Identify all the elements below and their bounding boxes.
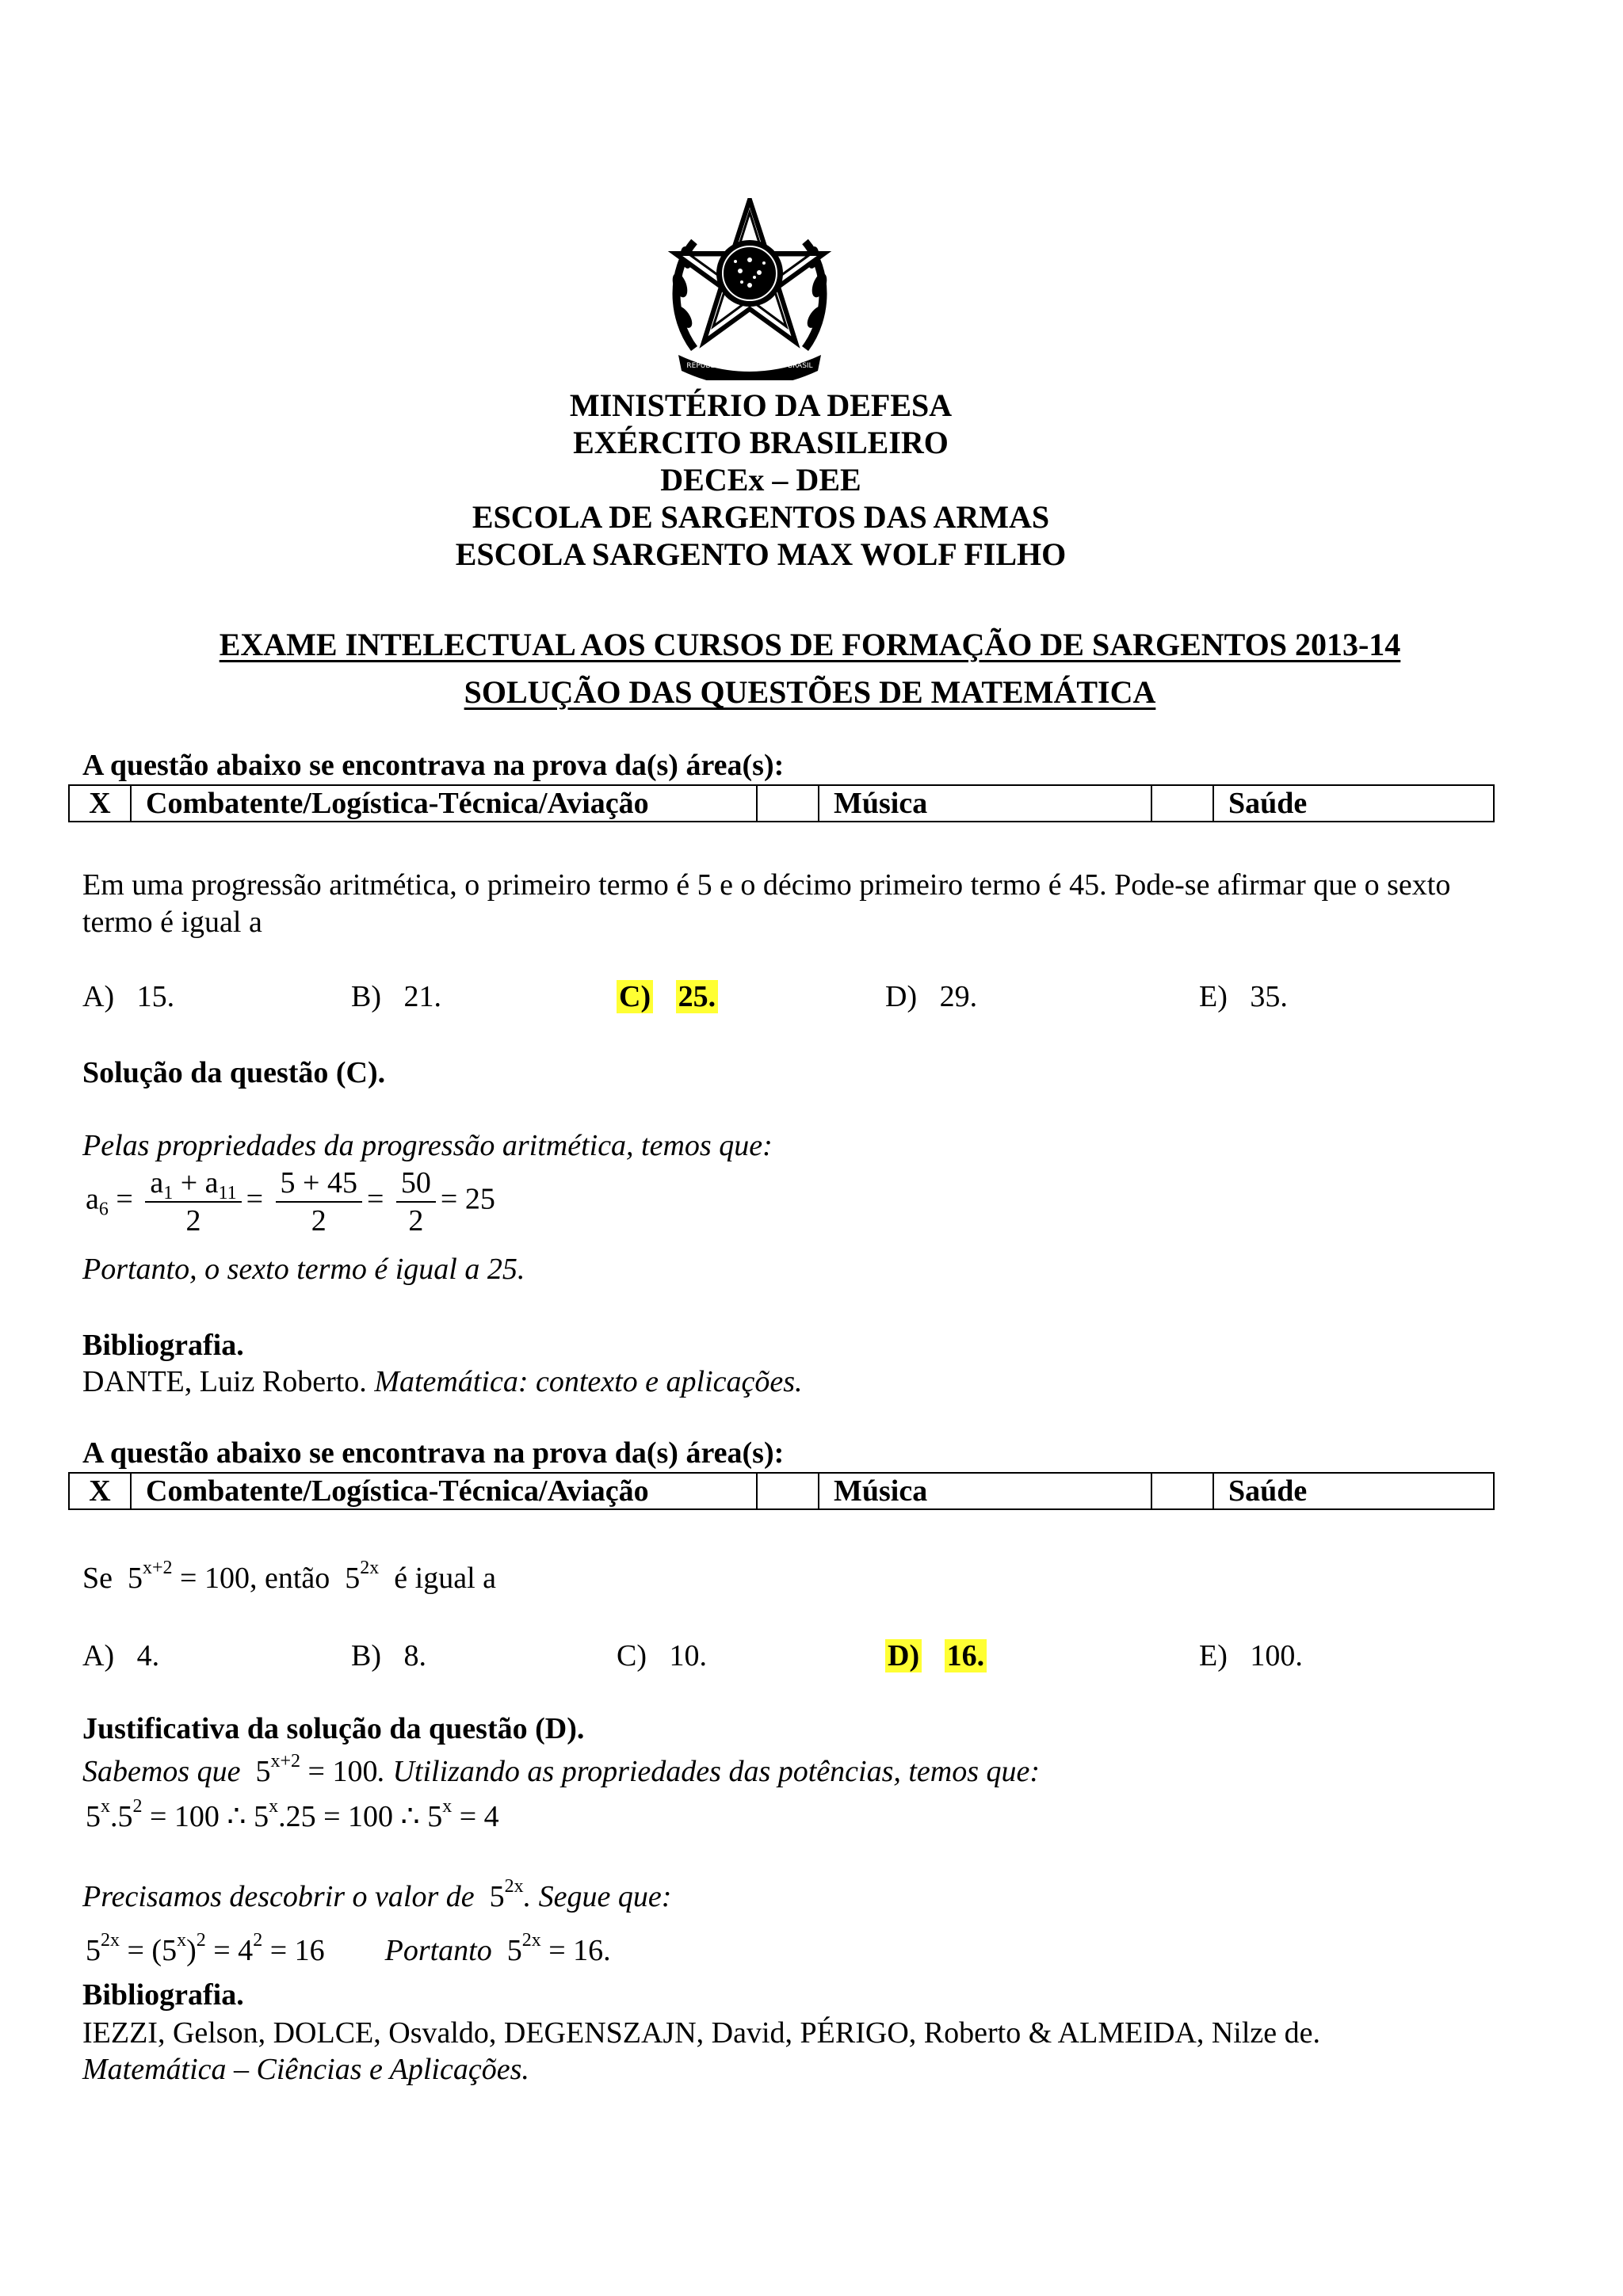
- option-value: 21.: [403, 980, 441, 1013]
- q2-area-table: [68, 1472, 1495, 1510]
- q1-option-e: [1199, 979, 1288, 1014]
- equation: $5^{2x}$: [489, 1876, 524, 1913]
- option-letter: E): [1199, 980, 1228, 1013]
- q1-area-table: [68, 784, 1495, 822]
- portanto-label: Portanto: [384, 1934, 492, 1967]
- exam-subtitle: SOLUÇÃO DAS QUESTÕES DE MATEMÁTICA: [464, 674, 1156, 710]
- q2-biblio-title: Bibliografia.: [82, 1978, 244, 2012]
- q1-solution-intro: Pelas propriedades da progressão aritmética, temos que:: [82, 1129, 773, 1162]
- equation: $5^{x+2} = 100$: [128, 1558, 250, 1595]
- option-value: 35.: [1250, 980, 1288, 1013]
- svg-text:REPÚBLICA FEDERATIVA DO BRASIL: REPÚBLICA FEDERATIVA DO BRASIL: [686, 362, 813, 370]
- equation: $5^{2x}$: [345, 1558, 380, 1595]
- intro-post: . Utilizando as propriedades das potências, temos que:: [377, 1755, 1041, 1788]
- statement-prefix: Se: [82, 1562, 113, 1595]
- option-letter: B): [351, 1639, 381, 1672]
- option-letter: C): [617, 1639, 647, 1672]
- statement-middle: , então: [249, 1562, 330, 1595]
- area-mark-musica: [757, 1473, 819, 1509]
- fraction: $\frac{5 + 45}{2}$: [276, 1165, 362, 1239]
- biblio-work: Matemática: contexto e aplicações.: [374, 1365, 803, 1398]
- q2-solution-intro: [82, 1751, 1041, 1789]
- q2-need: [82, 1876, 672, 1914]
- option-letter: D): [885, 1639, 922, 1672]
- need-post: . Segue que:: [523, 1880, 672, 1913]
- q2-biblio-work: Matemática – Ciências e Aplicações.: [82, 2053, 529, 2086]
- header-school-max-wolf: ESCOLA SARGENTO MAX WOLF FILHO: [455, 536, 1067, 572]
- q2-option-a: [82, 1638, 159, 1673]
- equation: $5^{x+2} = 100$: [255, 1751, 378, 1788]
- fraction: $\frac{a_1 + a_{11}}{2}$: [145, 1165, 241, 1239]
- q2-area-caption: A questão abaixo se encontrava na prova da(s) área(s):: [82, 1436, 785, 1470]
- area-mark-saude: [1151, 785, 1213, 822]
- q1-option-c-correct: [617, 979, 718, 1014]
- option-value: 100.: [1250, 1639, 1303, 1672]
- area-saude: Saúde: [1213, 785, 1494, 822]
- header-ministry: MINISTÉRIO DA DEFESA: [569, 387, 953, 423]
- area-mark-combatente: X: [69, 1473, 131, 1509]
- exam-title: EXAME INTELECTUAL AOS CURSOS DE FORMAÇÃO DE SARGENTOS 2013-14: [219, 627, 1401, 662]
- q2-option-d-correct: [885, 1638, 987, 1673]
- q2-solution-title: Justificativa da solução da questão (D).: [82, 1712, 585, 1745]
- area-mark-saude: [1151, 1473, 1213, 1509]
- option-letter: A): [82, 980, 115, 1013]
- q1-statement-line2: termo é igual a: [82, 906, 262, 939]
- fraction: $\frac{50}{2}$: [396, 1165, 436, 1239]
- q2-option-c: [617, 1638, 707, 1673]
- header-army: EXÉRCITO BRASILEIRO: [573, 425, 949, 460]
- option-value: 4.: [136, 1639, 160, 1672]
- q1-conclusion: Portanto, o sexto termo é igual a 25.: [82, 1253, 525, 1286]
- q2-result: $5^{2x} = (5^x)^2 = 4^2 = 16$ Portanto $5^{2x} = 16$.: [86, 1930, 611, 1967]
- option-value: 16.: [945, 1639, 987, 1672]
- q2-option-b: [351, 1638, 426, 1673]
- option-letter: B): [351, 980, 381, 1013]
- option-letter: C): [617, 980, 653, 1013]
- q1-biblio-title: Bibliografia.: [82, 1329, 244, 1362]
- option-value: 8.: [403, 1639, 426, 1672]
- biblio-author: DANTE, Luiz Roberto.: [82, 1365, 367, 1398]
- option-letter: D): [885, 980, 918, 1013]
- q1-solution-title: Solução da questão (C).: [82, 1056, 386, 1089]
- q1-option-a: [82, 979, 174, 1014]
- intro-pre: Sabemos que: [82, 1755, 241, 1788]
- q2-derivation: $5^x.5^2 = 100$ ∴ $5^x.25 = 100$ ∴ $5^x = 4$: [86, 1796, 499, 1833]
- option-value: 10.: [669, 1639, 707, 1672]
- need-pre: Precisamos descobrir o valor de: [82, 1880, 475, 1913]
- q1-area-caption: A questão abaixo se encontrava na prova da(s) área(s):: [82, 749, 785, 782]
- coat-of-arms-icon: [663, 198, 837, 380]
- q1-biblio-entry: [82, 1364, 803, 1399]
- option-letter: A): [82, 1639, 115, 1672]
- statement-suffix: é igual a: [394, 1562, 496, 1595]
- q2-biblio-authors: IEZZI, Gelson, DOLCE, Osvaldo, DEGENSZAJN, David, PÉRIGO, Roberto & ALMEIDA, Nilze de.: [82, 2016, 1321, 2050]
- area-musica: Música: [819, 785, 1151, 822]
- area-musica: Música: [819, 1473, 1151, 1509]
- option-value: 25.: [676, 980, 719, 1013]
- area-combatente: Combatente/Logística-Técnica/Aviação: [131, 785, 757, 822]
- option-value: 15.: [136, 980, 175, 1013]
- q1-option-b: [351, 979, 441, 1014]
- area-mark-combatente: X: [69, 785, 131, 822]
- q2-statement: [82, 1558, 496, 1596]
- q2-option-e: [1199, 1638, 1303, 1673]
- option-letter: E): [1199, 1639, 1228, 1672]
- header-school-arms: ESCOLA DE SARGENTOS DAS ARMAS: [472, 499, 1050, 535]
- area-mark-musica: [757, 785, 819, 822]
- q1-option-d: [885, 979, 977, 1014]
- area-saude: Saúde: [1213, 1473, 1494, 1509]
- q1-formula: $a_6$ = $\frac{a_1 + a_{11}}{2}$ = $\frac{5 + 45}{2}$ = $\frac{50}{2}$ = 25: [86, 1166, 495, 1238]
- area-combatente: Combatente/Logística-Técnica/Aviação: [131, 1473, 757, 1509]
- q1-statement-line1: Em uma progressão aritmética, o primeiro termo é 5 e o décimo primeiro termo é 45. Pode-se afirmar que o sexto: [82, 868, 1451, 902]
- option-value: 29.: [939, 980, 978, 1013]
- header-decex: DECEx – DEE: [660, 462, 861, 498]
